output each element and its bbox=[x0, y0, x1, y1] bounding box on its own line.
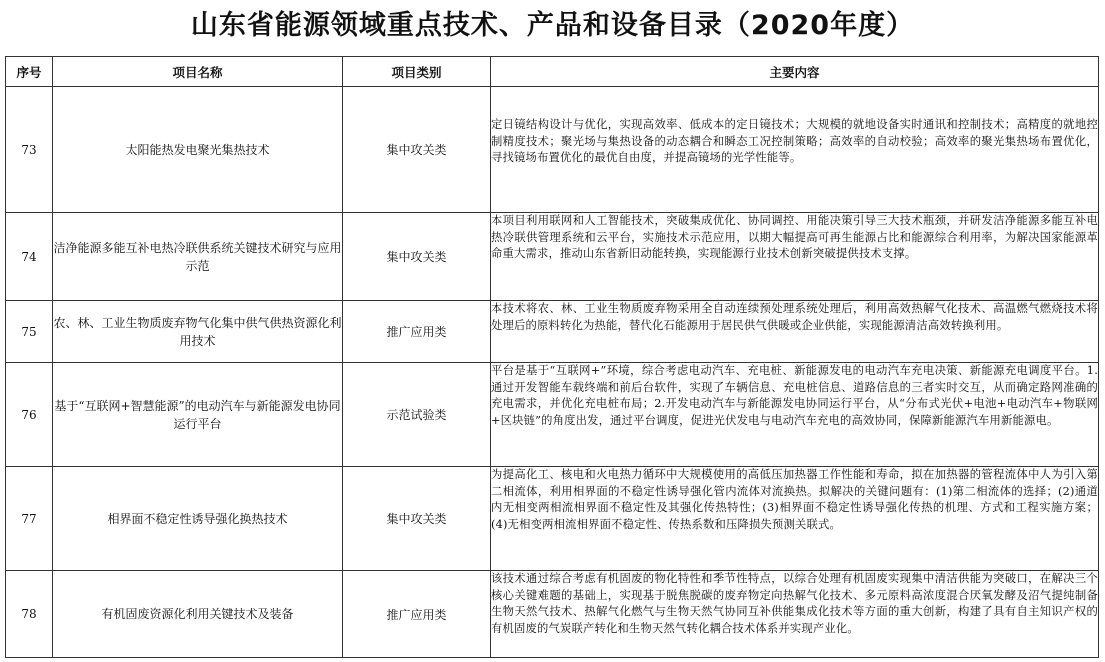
row-main-content: 平台是基于“互联网+”环境，综合考虑电动汽车、充电桩、新能源发电的电动汽车充电决策、新能源充电调度平台。1.通过开发智能车载终端和前后台软件，实现了车辆信息、充电桩信息、道路信息的三者实时交互，从而确定路网准确的充电需求，并优化充电桩布局；2.开发电动汽车与新能源发电协同运行平台，从“分布式光伏+电池+电动汽车+物联网+区块链”的角度出发，通过平台调度，促进光伏发电与电动汽车充电的高效协同，保障新能源汽车用新能源电。 bbox=[491, 363, 1099, 467]
row-seq: 75 bbox=[6, 301, 53, 363]
row-main-content: 本项目利用联网和人工智能技术，突破集成优化、协同调控、用能决策引导三大技术瓶颈，并研发洁净能源多能互补电热冷联供管理系统和云平台，实施技术示范应用，以期大幅提高可再生能源占比和能源综合利用率，为解决国家能源革命重大需求，推动山东省新旧动能转换，实现能源行业技术创新突破提供技术支撑。 bbox=[491, 213, 1099, 301]
table-header-row bbox=[6, 57, 1099, 87]
row-main-content: 本技术将农、林、工业生物质废弃物采用全自动连续预处理系统处理后，利用高效热解气化技术、高温燃气燃烧技术将处理后的原料转化为热能，替代化石能源用于居民供气供暖或企业供能，实现能源清洁高效转换利用。 bbox=[491, 301, 1099, 363]
row-project-category: 推广应用类 bbox=[343, 571, 491, 658]
row-seq: 76 bbox=[6, 363, 53, 467]
table-row bbox=[6, 87, 1099, 213]
table-row bbox=[6, 467, 1099, 571]
row-project-name: 农、林、工业生物质废弃物气化集中供气供热资源化利用技术 bbox=[53, 301, 343, 363]
row-seq: 73 bbox=[6, 87, 53, 213]
table-row bbox=[6, 363, 1099, 467]
row-seq: 77 bbox=[6, 467, 53, 571]
row-seq: 74 bbox=[6, 213, 53, 301]
row-main-content: 定日镜结构设计与优化，实现高效率、低成本的定日镜技术；大规模的就地设备实时通讯和控制技术；高精度的就地控制精度技术；聚光场与集热设备的动态耦合和瞬态工况控制策略；高效率的自动校验；高效率的聚光集热场布置优化，寻找镜场布置优化的最优自由度，并提高镜场的光学性能等。 bbox=[491, 87, 1099, 213]
row-project-category: 集中攻关类 bbox=[343, 87, 491, 213]
row-project-category: 推广应用类 bbox=[343, 301, 491, 363]
row-main-content: 该技术通过综合考虑有机固废的物化特性和季节性特点，以综合处理有机固废实现集中清洁供能为突破口，在解决三个核心关键难题的基础上，实现基于脱焦脱碳的废弃物定向热解气化技术、多元原料高浓度混合厌氧发酵及沼气提纯制备生物天然气技术、热解气化燃气与生物天然气协同互补供能集成化技术等方面的重大创新，构建了具有自主知识产权的有机固废的气炭联产转化和生物天然气转化耦合技术体系并实现产业化。 bbox=[491, 571, 1099, 658]
header-main-content: 主要内容 bbox=[491, 57, 1099, 87]
row-project-name: 有机固废资源化利用关键技术及装备 bbox=[53, 571, 343, 658]
row-seq: 78 bbox=[6, 571, 53, 658]
header-project-category: 项目类别 bbox=[343, 57, 491, 87]
table-row bbox=[6, 213, 1099, 301]
page-title: 山东省能源领域重点技术、产品和设备目录（2020年度） bbox=[190, 10, 915, 41]
row-project-category: 示范试验类 bbox=[343, 363, 491, 467]
row-project-name: 相界面不稳定性诱导强化换热技术 bbox=[53, 467, 343, 571]
table-row bbox=[6, 571, 1099, 658]
table-row bbox=[6, 301, 1099, 363]
header-seq: 序号 bbox=[6, 57, 53, 87]
row-project-name: 基于“互联网+智慧能源”的电动汽车与新能源发电协同运行平台 bbox=[53, 363, 343, 467]
row-project-name: 洁净能源多能互补电热冷联供系统关键技术研究与应用示范 bbox=[53, 213, 343, 301]
row-project-name: 太阳能热发电聚光集热技术 bbox=[53, 87, 343, 213]
row-project-category: 集中攻关类 bbox=[343, 467, 491, 571]
row-main-content: 为提高化工、核电和火电热力循环中大规模使用的高低压加热器工作性能和寿命，拟在加热器的管程流体中人为引入第二相流体，利用相界面的不稳定性诱导强化管内流体对流换热。拟解决的关键问题有：(1)第二相流体的选择；(2)通道内无相变两相流相界面不稳定性及其强化传热特性；(3)相界面不稳定性诱导强化传热的机理、方式和工程实施方案；(4)无相变两相流相界面不稳定性、传热系数和压降损失预测关联式。 bbox=[491, 467, 1099, 571]
header-project-name: 项目名称 bbox=[53, 57, 343, 87]
catalog-table bbox=[5, 56, 1099, 658]
row-project-category: 集中攻关类 bbox=[343, 213, 491, 301]
